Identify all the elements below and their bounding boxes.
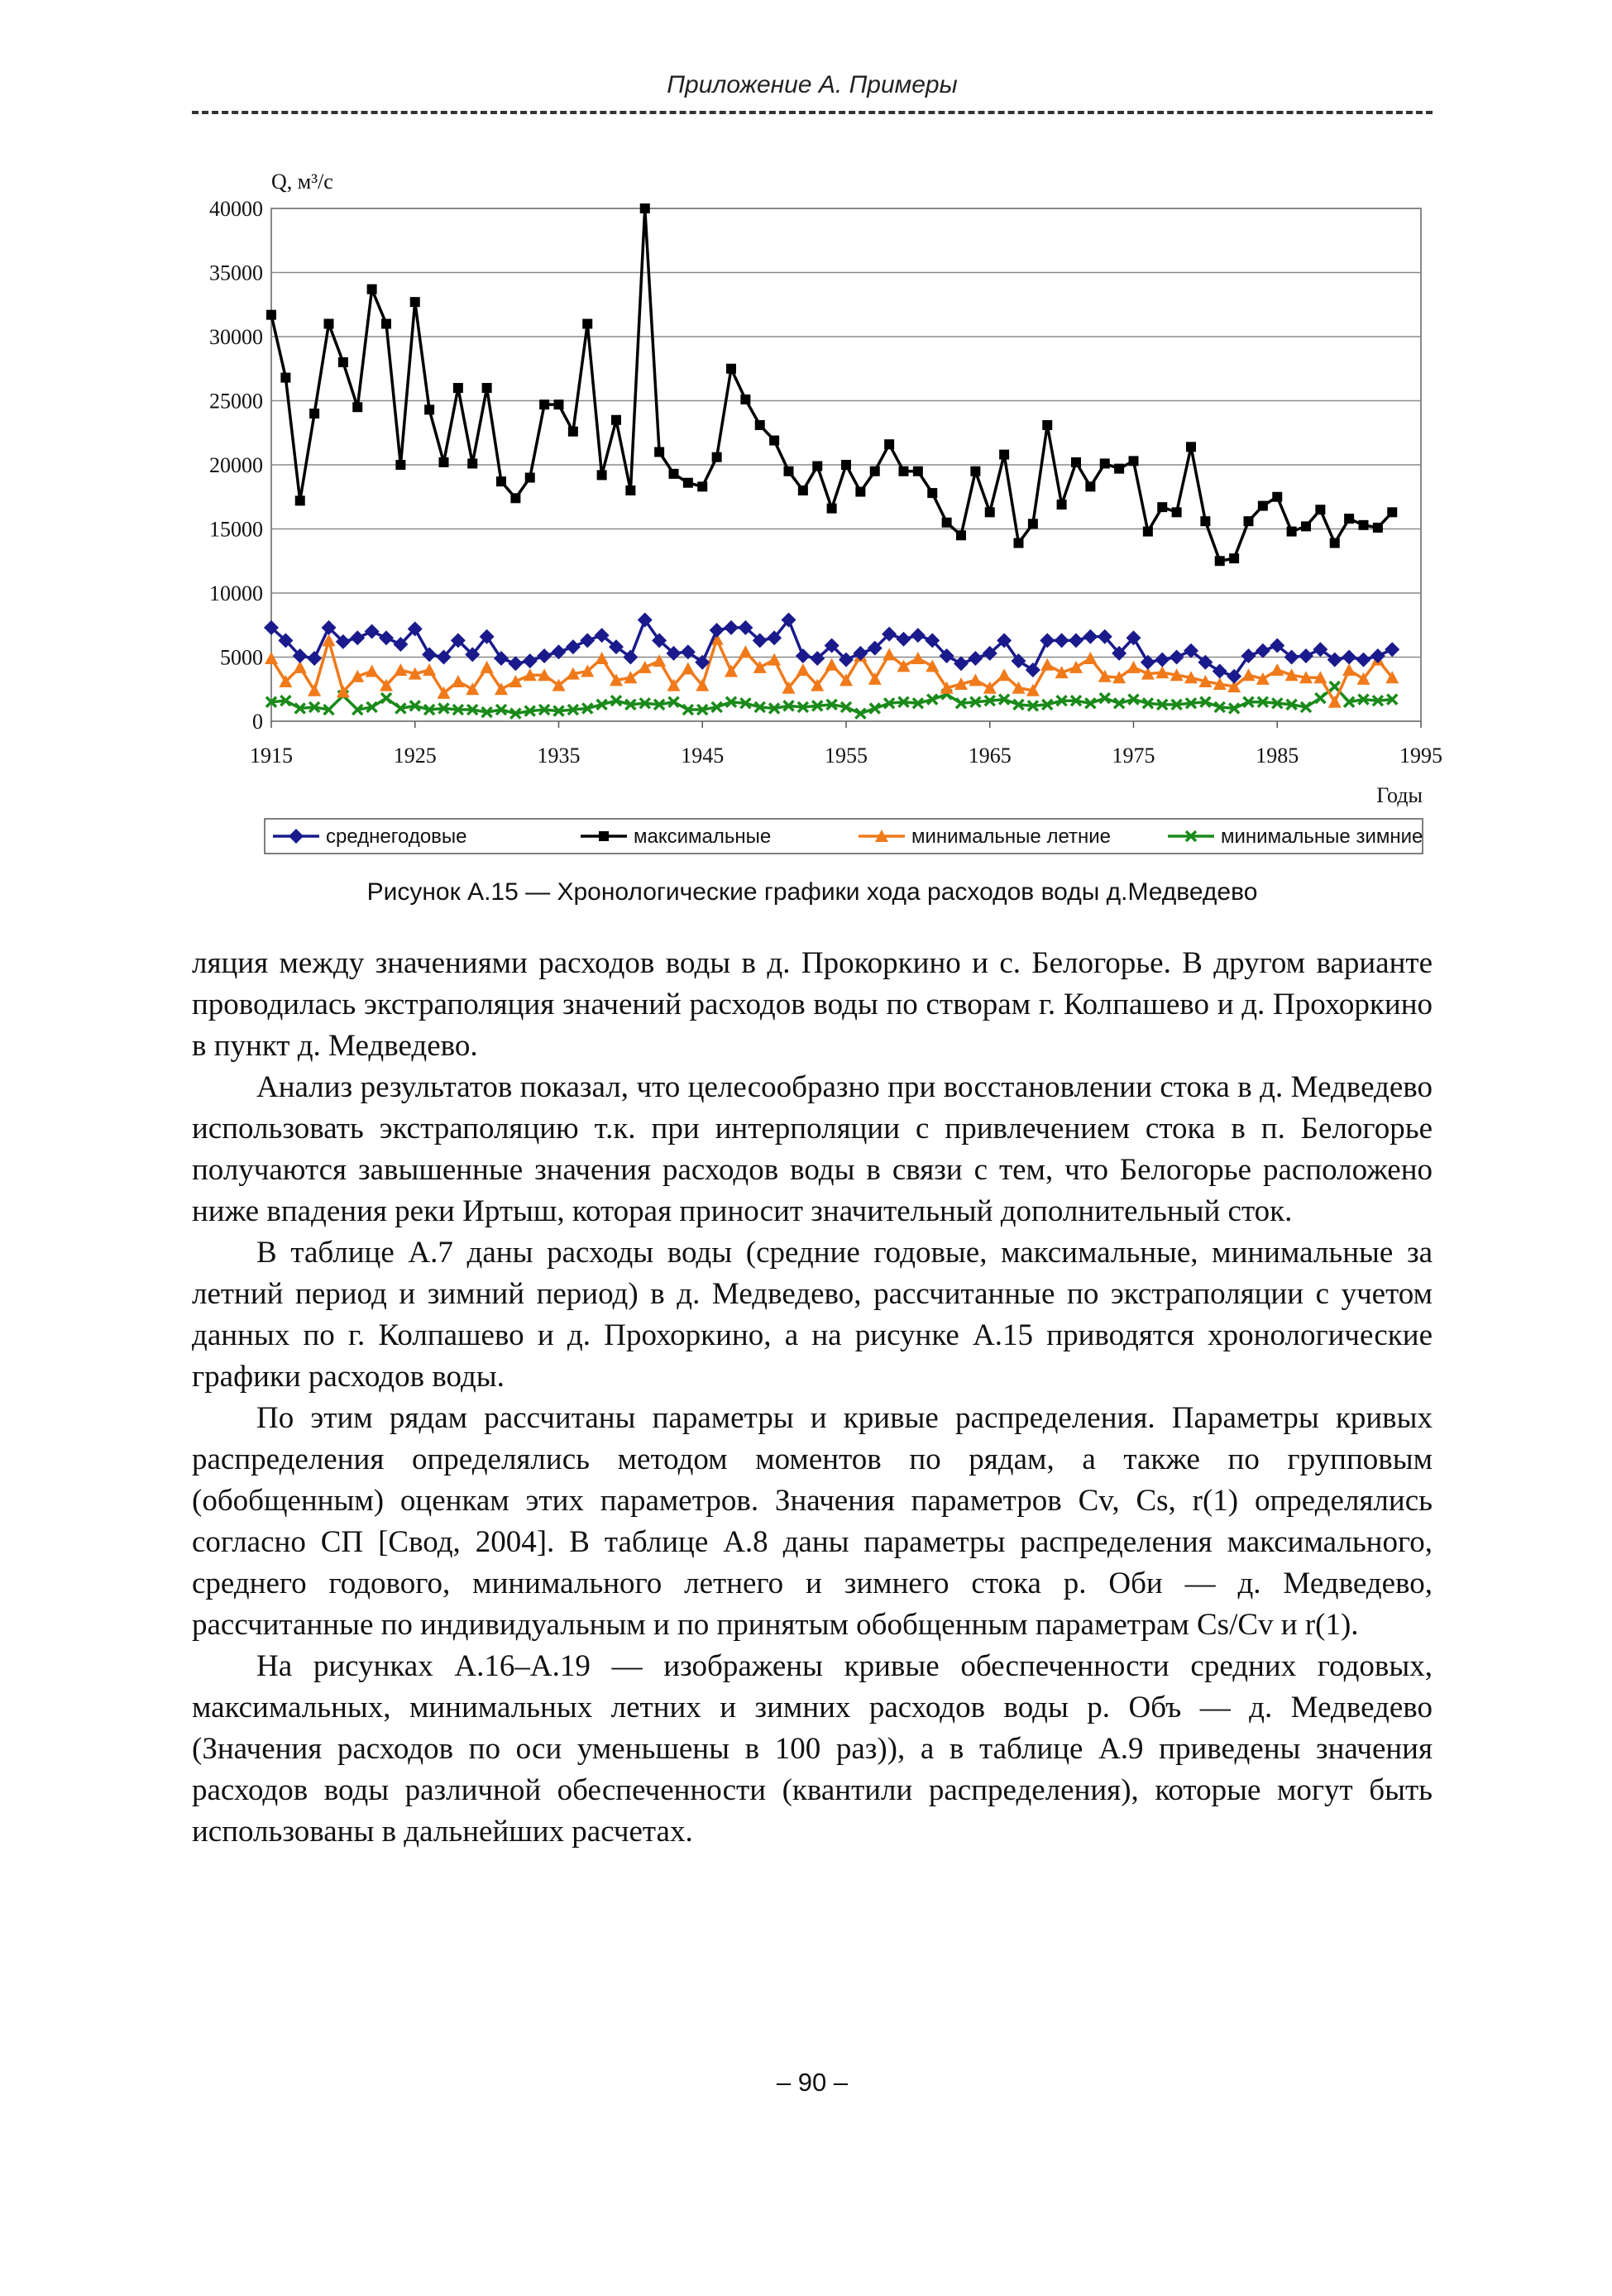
data-point bbox=[453, 383, 463, 393]
data-point bbox=[394, 663, 407, 676]
data-point bbox=[897, 632, 911, 647]
x-axis-label: Годы bbox=[1376, 783, 1423, 807]
body-text bbox=[192, 943, 1433, 1853]
data-point bbox=[1042, 420, 1052, 430]
legend bbox=[265, 819, 1423, 854]
data-point bbox=[968, 651, 983, 666]
data-point bbox=[726, 364, 736, 374]
data-point bbox=[309, 409, 319, 419]
data-point bbox=[1143, 527, 1153, 537]
data-point bbox=[1215, 556, 1225, 566]
data-point bbox=[1028, 519, 1038, 529]
data-point bbox=[452, 675, 465, 687]
data-point bbox=[1040, 658, 1054, 671]
paragraph: На рисунках А.16–А.19 — изображены кривые обеспеченности средних годовых, максимальных, минимальных летних и зимних расходов воды р. Объ — д. Медведево (Значения расходов по оси уменьшены в 100 раз)), а в таблице А.9 приведены значения расходов воды различной обеспеченности (квантили распределения), которые могут быть использованы в дальнейших расчетах. bbox=[192, 1649, 1433, 1849]
data-point bbox=[1055, 633, 1069, 648]
data-point bbox=[539, 399, 549, 409]
y-tick-label: 30000 bbox=[209, 325, 263, 349]
paragraph: По этим рядам рассчитаны параметры и кривые распределения. Параметры кривых распределения определялись методом моментов по рядам, а также по групповым (обобщенным) оценкам этих параметров. Значения параметров Cv, Cs, r(1) определялись согласно СП [Свод, 2004]. В таблице А.8 даны параметры распределения максимального, среднего годового, минимального летнего и зимнего стока р. Оби — д. Медведево, рассчитанные по индивидуальным и по принятым обобщенным параметрам Cs/Cv и r(1). bbox=[192, 1401, 1433, 1642]
data-point bbox=[855, 487, 865, 497]
data-point bbox=[640, 203, 650, 213]
data-point bbox=[324, 319, 334, 329]
y-tick-label: 20000 bbox=[209, 453, 263, 477]
x-tick-label: 1945 bbox=[681, 744, 725, 768]
legend-label: минимальные летние bbox=[911, 825, 1111, 848]
data-point bbox=[1359, 520, 1369, 530]
paragraph: Анализ результатов показал, что целесообразно при восстановлении стока в д. Медведево использовать экстраполяцию т.к. при интерполяции с привлечением стока в п. Белогорье получаются завышенные значения расходов воды в связи с тем, что Белогорье расположено ниже впадения реки Иртыш, которая приносит значительный дополнительный сток. bbox=[192, 1070, 1433, 1228]
y-tick-label: 0 bbox=[252, 710, 263, 734]
data-point bbox=[883, 648, 896, 660]
data-point bbox=[1040, 633, 1055, 648]
legend-label: минимальные зимние bbox=[1221, 825, 1423, 848]
data-point bbox=[825, 658, 839, 671]
data-point bbox=[724, 620, 739, 635]
data-point bbox=[1328, 696, 1342, 708]
data-point bbox=[999, 450, 1009, 460]
data-point bbox=[1200, 516, 1210, 526]
header-rule bbox=[192, 111, 1433, 114]
y-tick-label: 15000 bbox=[209, 517, 263, 542]
data-point bbox=[739, 645, 752, 658]
data-point bbox=[769, 436, 779, 446]
data-point bbox=[265, 652, 278, 664]
data-point bbox=[1272, 492, 1282, 502]
data-point bbox=[1172, 507, 1182, 517]
data-point bbox=[582, 319, 592, 329]
data-point bbox=[654, 447, 664, 457]
data-point bbox=[954, 656, 969, 671]
data-point bbox=[784, 466, 794, 476]
data-point bbox=[870, 466, 880, 476]
data-point bbox=[1114, 464, 1124, 474]
discharge-chart bbox=[165, 157, 1456, 868]
data-point bbox=[537, 648, 552, 663]
data-point bbox=[1242, 668, 1256, 681]
data-point bbox=[911, 628, 926, 643]
data-point bbox=[796, 663, 810, 676]
data-point bbox=[956, 530, 966, 540]
data-point bbox=[1083, 652, 1097, 664]
data-point bbox=[1157, 502, 1167, 512]
x-tick-labels bbox=[250, 721, 1442, 768]
data-point bbox=[1083, 629, 1098, 644]
data-point bbox=[439, 457, 449, 467]
data-point bbox=[1085, 481, 1095, 491]
data-point bbox=[970, 466, 980, 476]
figure-caption: Рисунок А.15 — Хронологические графики хода расходов воды д.Медведево bbox=[366, 878, 1258, 906]
x-tick-label: 1935 bbox=[537, 744, 581, 768]
data-point bbox=[611, 415, 621, 425]
y-tick-label: 35000 bbox=[209, 261, 263, 285]
legend-label: среднегодовые bbox=[326, 825, 467, 848]
y-tick-labels bbox=[209, 197, 263, 734]
data-point bbox=[985, 507, 995, 517]
data-point bbox=[1342, 650, 1356, 665]
y-tick-label: 40000 bbox=[209, 197, 263, 221]
data-point bbox=[899, 466, 909, 476]
series-2 bbox=[266, 203, 1397, 566]
data-point bbox=[1385, 642, 1399, 657]
data-point bbox=[1229, 553, 1239, 563]
data-point bbox=[1356, 653, 1371, 667]
data-point bbox=[366, 665, 379, 677]
data-point bbox=[1026, 662, 1040, 677]
data-point bbox=[712, 452, 722, 462]
data-point bbox=[639, 661, 652, 673]
data-point bbox=[1270, 663, 1284, 676]
data-point bbox=[1071, 457, 1081, 467]
page-number: – 90 – bbox=[776, 2068, 849, 2097]
data-point bbox=[1344, 514, 1354, 524]
data-point bbox=[467, 458, 477, 468]
x-tick-label: 1965 bbox=[968, 744, 1012, 768]
data-point bbox=[1373, 523, 1383, 533]
data-point bbox=[1387, 507, 1397, 517]
data-point bbox=[554, 399, 564, 409]
paragraph: В таблице А.7 даны расходы воды (средние годовые, максимальные, минимальные за летний период и зимний период) в д. Медведево, рассчитанные по экстраполяции с учетом данных по г. Колпашево и д. Прохоркино, а на рисунке А.15 приводятся хронологические графики расходов воды. bbox=[192, 1236, 1433, 1394]
paragraph: ляция между значениями расходов воды в д. Прокоркино и с. Белогорье. В другом варианте проводилась экстраполяция значений расходов воды по створам г. Колпашево и д. Прохоркино в пункт д. Медведево. bbox=[192, 946, 1433, 1063]
data-point bbox=[352, 402, 362, 412]
data-point bbox=[597, 470, 607, 480]
x-tick-label: 1955 bbox=[825, 744, 868, 768]
running-header: Приложение А. Примеры bbox=[667, 71, 958, 98]
data-point bbox=[1301, 521, 1311, 531]
data-point bbox=[599, 831, 609, 841]
y-tick-label: 5000 bbox=[220, 645, 263, 670]
data-point bbox=[395, 460, 405, 470]
data-point bbox=[997, 668, 1011, 681]
data-point bbox=[1213, 664, 1227, 679]
data-point bbox=[422, 647, 437, 662]
data-point bbox=[381, 319, 391, 329]
data-point bbox=[280, 373, 290, 383]
y-tick-label: 10000 bbox=[209, 581, 263, 605]
data-point bbox=[568, 427, 578, 437]
data-point bbox=[338, 357, 348, 367]
data-point bbox=[496, 476, 506, 486]
data-point bbox=[1014, 538, 1024, 548]
data-point bbox=[926, 659, 939, 672]
data-point bbox=[1186, 442, 1196, 452]
data-series bbox=[264, 203, 1399, 719]
data-point bbox=[596, 652, 609, 664]
data-point bbox=[566, 639, 581, 654]
data-point bbox=[1315, 505, 1325, 514]
data-point bbox=[1057, 500, 1067, 509]
data-point bbox=[494, 651, 509, 666]
data-point bbox=[1342, 663, 1356, 676]
data-point bbox=[798, 486, 808, 495]
data-point bbox=[1244, 516, 1254, 526]
data-point bbox=[525, 473, 535, 483]
x-tick-label: 1995 bbox=[1399, 744, 1442, 768]
data-point bbox=[580, 633, 595, 648]
data-point bbox=[381, 693, 391, 703]
data-point bbox=[740, 395, 750, 404]
data-point bbox=[379, 630, 394, 645]
data-point bbox=[683, 478, 693, 488]
data-point bbox=[295, 495, 305, 505]
data-point bbox=[350, 630, 365, 645]
data-point bbox=[423, 663, 436, 676]
y-axis-label: Q, м³/с bbox=[271, 170, 333, 194]
data-point bbox=[911, 652, 925, 664]
data-point bbox=[523, 653, 538, 668]
data-point bbox=[1315, 693, 1325, 703]
data-point bbox=[942, 518, 952, 528]
data-point bbox=[365, 624, 380, 639]
data-point bbox=[669, 469, 679, 479]
data-point bbox=[755, 420, 765, 430]
data-point bbox=[710, 623, 725, 638]
data-point bbox=[969, 673, 982, 686]
data-point bbox=[768, 653, 781, 666]
data-point bbox=[509, 675, 522, 687]
data-point bbox=[1069, 661, 1083, 673]
data-point bbox=[1299, 648, 1313, 663]
data-point bbox=[410, 297, 420, 307]
data-point bbox=[927, 488, 937, 498]
data-point bbox=[1069, 633, 1083, 648]
data-point bbox=[827, 504, 837, 514]
x-tick-label: 1975 bbox=[1112, 744, 1155, 768]
data-point bbox=[625, 486, 635, 495]
data-point bbox=[841, 460, 851, 470]
x-tick-label: 1925 bbox=[393, 744, 437, 768]
data-point bbox=[424, 404, 434, 414]
data-point bbox=[796, 648, 811, 663]
data-point bbox=[812, 462, 822, 471]
data-point bbox=[481, 661, 494, 673]
y-tick-label: 25000 bbox=[209, 389, 263, 414]
data-point bbox=[482, 383, 492, 393]
legend-label: максимальные bbox=[634, 825, 772, 848]
data-point bbox=[1155, 653, 1170, 667]
data-point bbox=[884, 439, 894, 449]
data-point bbox=[697, 481, 707, 491]
data-point bbox=[1330, 538, 1340, 548]
data-point bbox=[1258, 501, 1268, 511]
x-tick-label: 1985 bbox=[1256, 744, 1299, 768]
data-point bbox=[1170, 650, 1184, 665]
series-4 bbox=[266, 682, 1397, 719]
data-point bbox=[1100, 458, 1110, 468]
data-point bbox=[1330, 682, 1340, 691]
data-point bbox=[307, 651, 322, 666]
x-tick-label: 1915 bbox=[250, 744, 293, 768]
data-point bbox=[367, 285, 377, 294]
data-point bbox=[508, 656, 523, 671]
data-point bbox=[853, 646, 868, 661]
data-point bbox=[1370, 648, 1385, 663]
data-point bbox=[1256, 643, 1270, 658]
data-point bbox=[913, 466, 923, 476]
data-point bbox=[510, 493, 520, 503]
data-point bbox=[1129, 456, 1139, 466]
data-point bbox=[266, 310, 276, 320]
data-point bbox=[653, 654, 666, 667]
data-point bbox=[682, 662, 695, 674]
data-point bbox=[1287, 527, 1297, 537]
data-point bbox=[1127, 661, 1141, 673]
